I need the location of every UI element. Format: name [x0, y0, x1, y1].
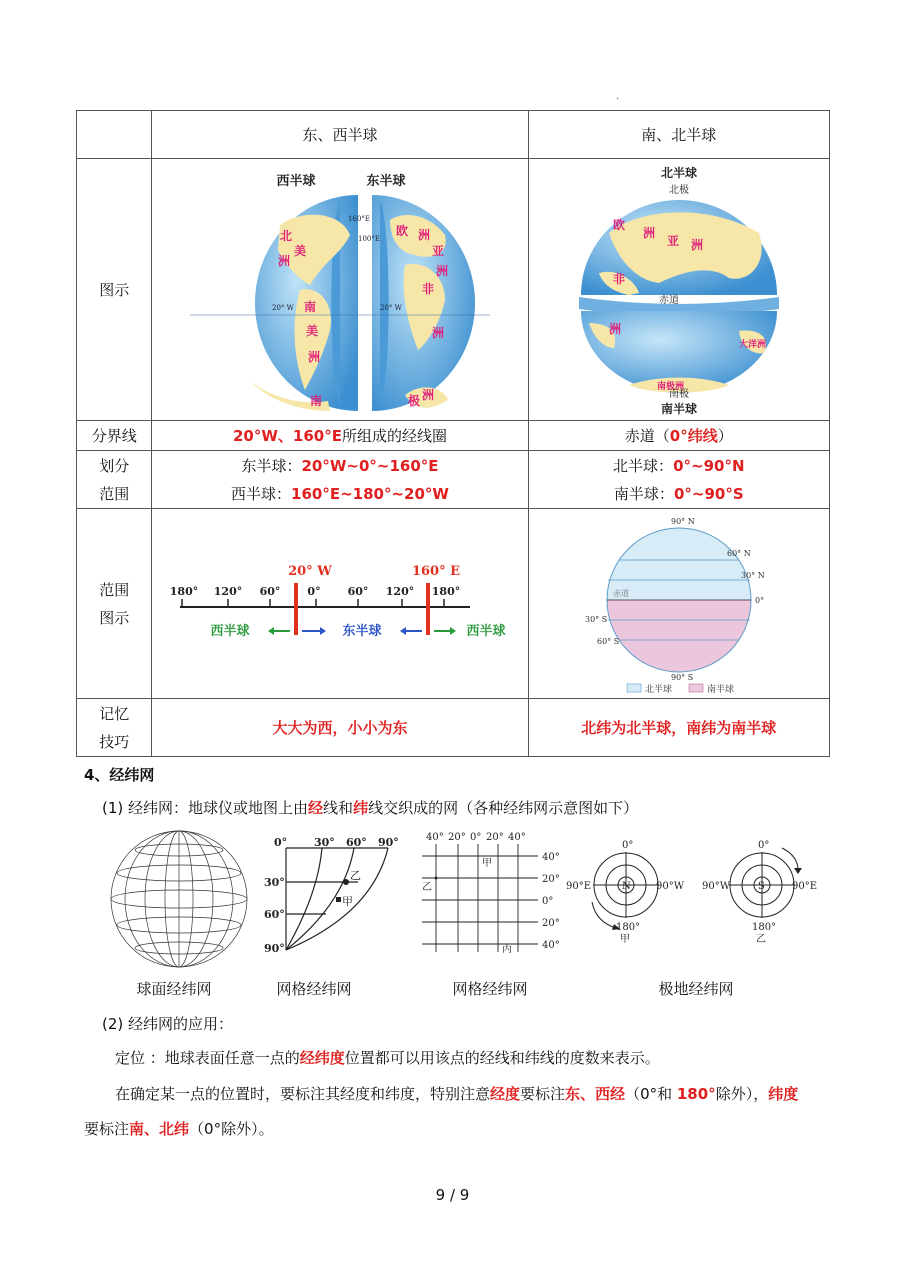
svg-text:甲: 甲 [482, 858, 492, 869]
col-header-east-west: 东、西半球 [152, 111, 528, 159]
paragraph-4: 在确定某一点的位置时，要标注其经度和纬度，特别注意经度要标注东、西经（0°和 180°除外），纬度 [115, 1085, 799, 1103]
scale-west-label: 西半球 [210, 623, 250, 639]
svg-text:60°: 60° [264, 908, 285, 921]
equator-label-ns: 赤道 [658, 294, 679, 306]
svg-text:40°: 40° [508, 832, 526, 843]
svg-text:0°: 0° [470, 832, 482, 843]
north-hemisphere-title: 北半球 [660, 165, 697, 180]
paragraph-3: 定位 ：地球表面任意一点的经纬度位置都可以用该点的经线和纬线的度数来表示。 [115, 1049, 660, 1067]
caption-polar: 极地经纬网 [658, 980, 734, 998]
svg-text:甲: 甲 [342, 895, 353, 908]
svg-text:洲: 洲 [436, 263, 449, 278]
tick-60w: 60° [259, 584, 281, 598]
svg-text:乙: 乙 [756, 934, 766, 945]
svg-text:40°: 40° [426, 832, 444, 843]
polar-graticule-figure-1 [566, 838, 686, 948]
caption-sphere: 球面经纬网 [136, 980, 212, 998]
tick-180e: 180° [431, 584, 461, 598]
svg-text:甲: 甲 [620, 934, 630, 945]
tick-120e: 120° [385, 584, 415, 598]
tick-180w: 180° [170, 584, 199, 598]
svg-text:亚: 亚 [432, 243, 445, 258]
svg-text:洲: 洲 [422, 387, 435, 402]
latitude-figure [528, 509, 829, 699]
svg-text:美: 美 [306, 323, 319, 338]
svg-text:0°: 0° [274, 836, 288, 849]
svg-text:90°W: 90°W [702, 881, 731, 892]
label-100e: 100°E [358, 234, 380, 243]
south-pole-label: 南极 [668, 388, 689, 400]
row-label-range: 划分 范围 [77, 451, 152, 509]
svg-text:20°: 20° [486, 832, 504, 843]
svg-text:90°: 90° [264, 942, 285, 955]
memory-north-south: 北纬为北半球，南纬为南半球 [528, 699, 829, 757]
svg-text:N: N [622, 881, 631, 892]
svg-text:40°: 40° [542, 852, 560, 863]
sphere-graticule-figure [108, 828, 250, 974]
top-mark: · [616, 94, 620, 105]
lat-30s: 30° S [584, 614, 607, 624]
row-label-figure: 图示 [77, 159, 152, 421]
east-west-globe-figure [152, 159, 528, 421]
row-label-memory: 记忆 技巧 [77, 699, 152, 757]
grid-graticule-figure-1 [262, 834, 402, 958]
north-pole-label: 北极 [668, 184, 689, 196]
paragraph-5: 要标注南、北纬（0°除外）。 [84, 1120, 274, 1138]
lat-0: 0° [754, 595, 764, 605]
east-hemisphere-title: 东半球 [366, 173, 406, 189]
svg-text:极: 极 [408, 393, 421, 408]
memory-east-west: 大大为西，小小为东 [152, 699, 528, 757]
hemisphere-table [76, 110, 830, 757]
lat-30n: 30° N [740, 570, 765, 580]
boundary-north-south: 赤道（0°纬线） [528, 421, 829, 451]
paragraph-1: (1) 经纬网：地球仪或地图上由经线和纬线交织成的网（各种经纬网示意图如下） [102, 799, 639, 817]
svg-text:大洋洲: 大洋洲 [738, 339, 766, 350]
svg-text:20°: 20° [542, 874, 560, 885]
svg-text:40°: 40° [542, 940, 560, 951]
mark-20w: 20° W [288, 563, 332, 579]
svg-text:欧: 欧 [396, 223, 409, 238]
west-hemisphere-title: 西半球 [276, 173, 316, 189]
label-20w-right: 20° W [380, 303, 402, 312]
svg-text:南: 南 [304, 299, 317, 314]
svg-text:20°: 20° [448, 832, 466, 843]
svg-text:30°: 30° [264, 876, 285, 889]
svg-text:90°E: 90°E [566, 881, 592, 892]
legend-north: 北半球 [644, 684, 672, 694]
section-heading: 4、经纬网 [84, 766, 155, 784]
svg-text:洲: 洲 [308, 349, 321, 364]
paragraph-2: (2) 经纬网的应用： [102, 1015, 234, 1033]
caption-grid-2: 网格经纬网 [452, 980, 528, 998]
tick-0: 0° [307, 584, 321, 598]
svg-text:洲: 洲 [278, 253, 291, 268]
label-20w-left: 20° W [272, 303, 294, 312]
row-label-boundary: 分界线 [77, 421, 152, 451]
svg-text:0°: 0° [758, 840, 770, 851]
svg-text:20°: 20° [542, 918, 560, 929]
svg-text:洲: 洲 [690, 237, 703, 252]
svg-text:非: 非 [612, 271, 625, 286]
svg-text:S: S [758, 881, 765, 892]
svg-text:洲: 洲 [608, 321, 621, 336]
lat-90s: 90° S [670, 672, 693, 682]
label-160e: 160°E [348, 214, 370, 223]
svg-text:乙: 乙 [350, 869, 361, 882]
polar-graticule-figure-2 [702, 838, 822, 948]
svg-text:0°: 0° [622, 840, 634, 851]
longitude-scale-figure [152, 509, 528, 699]
row-label-range-figure: 范围 图示 [77, 509, 152, 699]
svg-text:0°: 0° [542, 896, 554, 907]
north-south-globe-figure [528, 159, 829, 421]
svg-text:南极洲: 南极洲 [656, 381, 684, 392]
range-north-south: 北半球：0°~90°N 南半球：0°~90°S [528, 451, 829, 509]
scale-west2-label: 西半球 [466, 623, 506, 639]
lat-60s: 60° S [596, 636, 619, 646]
scale-east-label: 东半球 [342, 623, 382, 639]
south-hemisphere-title: 南半球 [660, 401, 697, 416]
svg-text:非: 非 [422, 281, 435, 296]
boundary-east-west: 20°W、160°E所组成的经线圈 [152, 421, 528, 451]
svg-text:北: 北 [280, 228, 293, 243]
svg-text:90°E: 90°E [792, 881, 818, 892]
lat-60n: 60° N [726, 548, 751, 558]
legend-south: 南半球 [706, 684, 734, 694]
equator-label-lat: 赤道 [612, 588, 629, 598]
lat-90n: 90° N [670, 516, 695, 526]
page-number: 9 / 9 [435, 1186, 470, 1204]
svg-text:180°: 180° [752, 922, 777, 933]
tick-60e: 60° [347, 584, 369, 598]
svg-text:亚: 亚 [666, 233, 679, 248]
col-header-north-south: 南、北半球 [528, 111, 829, 159]
svg-text:美: 美 [294, 243, 307, 258]
tick-120w: 120° [213, 584, 243, 598]
svg-text:欧: 欧 [612, 217, 625, 232]
grid-graticule-figure-2 [418, 828, 568, 956]
svg-text:180°: 180° [616, 922, 641, 933]
svg-text:90°W: 90°W [656, 881, 685, 892]
svg-text:洲: 洲 [432, 325, 445, 340]
svg-text:60°: 60° [346, 836, 367, 849]
svg-text:30°: 30° [314, 836, 335, 849]
range-east-west: 东半球：20°W~0°~160°E 西半球：160°E~180°~20°W [152, 451, 528, 509]
svg-text:南: 南 [310, 393, 323, 408]
svg-text:乙: 乙 [422, 882, 432, 893]
svg-text:洲: 洲 [418, 227, 431, 242]
caption-grid-1: 网格经纬网 [276, 980, 352, 998]
svg-text:丙: 丙 [502, 944, 512, 955]
svg-text:洲: 洲 [642, 225, 655, 240]
mark-160e: 160° E [411, 563, 461, 579]
svg-text:90°: 90° [378, 836, 399, 849]
